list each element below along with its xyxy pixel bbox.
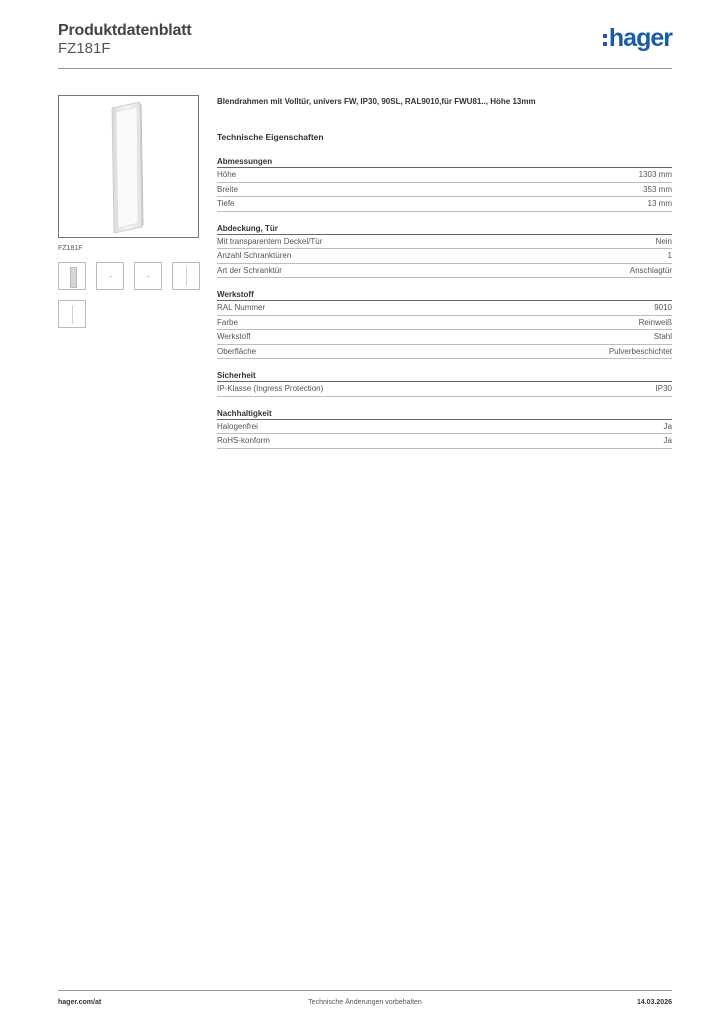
property-group: [217, 370, 672, 397]
property-value: 353 mm: [643, 184, 672, 194]
property-value: 1303 mm: [638, 170, 672, 179]
property-label: IP-Klasse (Ingress Protection): [217, 384, 324, 393]
product-code: FZ181F: [58, 40, 111, 57]
property-row: [217, 168, 672, 183]
footer-divider: [58, 990, 672, 991]
property-label: Tiefe: [217, 199, 235, 208]
door-side-icon: [109, 276, 112, 277]
product-image: [58, 95, 199, 238]
property-group: [217, 408, 672, 449]
property-value: Nein: [655, 236, 672, 246]
thumbnail-edge-2[interactable]: [58, 300, 86, 328]
door-frame-icon: [110, 102, 144, 233]
door-edge-icon: [186, 267, 187, 286]
property-group: [217, 289, 672, 359]
logo-colon-icon: [603, 26, 607, 46]
property-label: Oberfläche: [217, 346, 257, 356]
thumbnail-side-2[interactable]: [134, 262, 162, 290]
property-label: Halogenfrei: [217, 421, 258, 431]
property-row: [217, 316, 672, 331]
property-group: [217, 156, 672, 212]
property-row: [217, 330, 672, 345]
group-title: Abmessungen: [217, 156, 672, 168]
group-title: Sicherheit: [217, 370, 672, 382]
door-edge-icon: [72, 305, 73, 324]
property-row: [217, 382, 672, 397]
property-value: IP30: [655, 384, 672, 393]
property-value: Pulverbeschichtet: [608, 346, 672, 356]
property-label: RoHS-konform: [217, 436, 270, 445]
property-value: 9010: [654, 303, 672, 312]
property-value: Ja: [663, 421, 672, 431]
logo-text: hager: [608, 24, 672, 52]
property-value: 13 mm: [647, 199, 672, 208]
property-label: Farbe: [217, 317, 238, 327]
property-row: [217, 183, 672, 198]
property-row: [217, 434, 672, 449]
product-description: Blendrahmen mit Volltür, univers FW, IP30, 90SL, RAL9010,für FWU81.., Höhe 13mm: [217, 97, 536, 106]
property-label: Art der Schranktür: [217, 265, 282, 275]
property-row: [217, 235, 672, 250]
property-groups: [217, 156, 672, 449]
header-divider: [58, 68, 672, 69]
page-header: [58, 20, 672, 68]
thumbnail-side-1[interactable]: [96, 262, 124, 290]
property-label: Breite: [217, 184, 238, 194]
footer-date: 14.03.2026: [636, 999, 672, 1006]
property-label: Mit transparentem Deckel/Tür: [217, 236, 323, 246]
page-footer: [58, 999, 672, 1011]
footer-notice: Technische Änderungen vorbehalten: [308, 999, 422, 1006]
image-caption: FZ181F: [58, 245, 83, 252]
door-side-icon: [147, 276, 150, 277]
property-value: Anschlagtür: [629, 265, 672, 275]
property-group: [217, 223, 672, 279]
thumbnail-edge-1[interactable]: [172, 262, 200, 290]
door-front-icon: [70, 267, 77, 288]
property-label: Werkstoff: [217, 332, 251, 341]
property-row: [217, 264, 672, 279]
footer-website[interactable]: hager.com/at: [58, 999, 102, 1006]
hager-logo: [603, 26, 672, 51]
property-label: Anzahl Schranktüren: [217, 251, 292, 260]
property-value: 1: [667, 251, 672, 260]
document-title: Produktdatenblatt: [58, 22, 192, 39]
property-row: [217, 420, 672, 435]
property-row: [217, 345, 672, 360]
property-value: Stahl: [653, 332, 672, 341]
product-details: [217, 96, 672, 460]
group-title: Nachhaltigkeit: [217, 408, 672, 420]
property-value: Reinweiß: [638, 317, 672, 327]
property-row: [217, 249, 672, 264]
property-label: RAL Nummer: [217, 303, 266, 312]
property-row: [217, 197, 672, 212]
property-label: Höhe: [217, 170, 237, 179]
property-row: [217, 301, 672, 316]
section-heading: Technische Eigenschaften: [217, 132, 324, 142]
group-title: Werkstoff: [217, 289, 672, 301]
property-value: Ja: [663, 436, 672, 445]
thumbnail-front[interactable]: [58, 262, 86, 290]
group-title: Abdeckung, Tür: [217, 223, 672, 235]
